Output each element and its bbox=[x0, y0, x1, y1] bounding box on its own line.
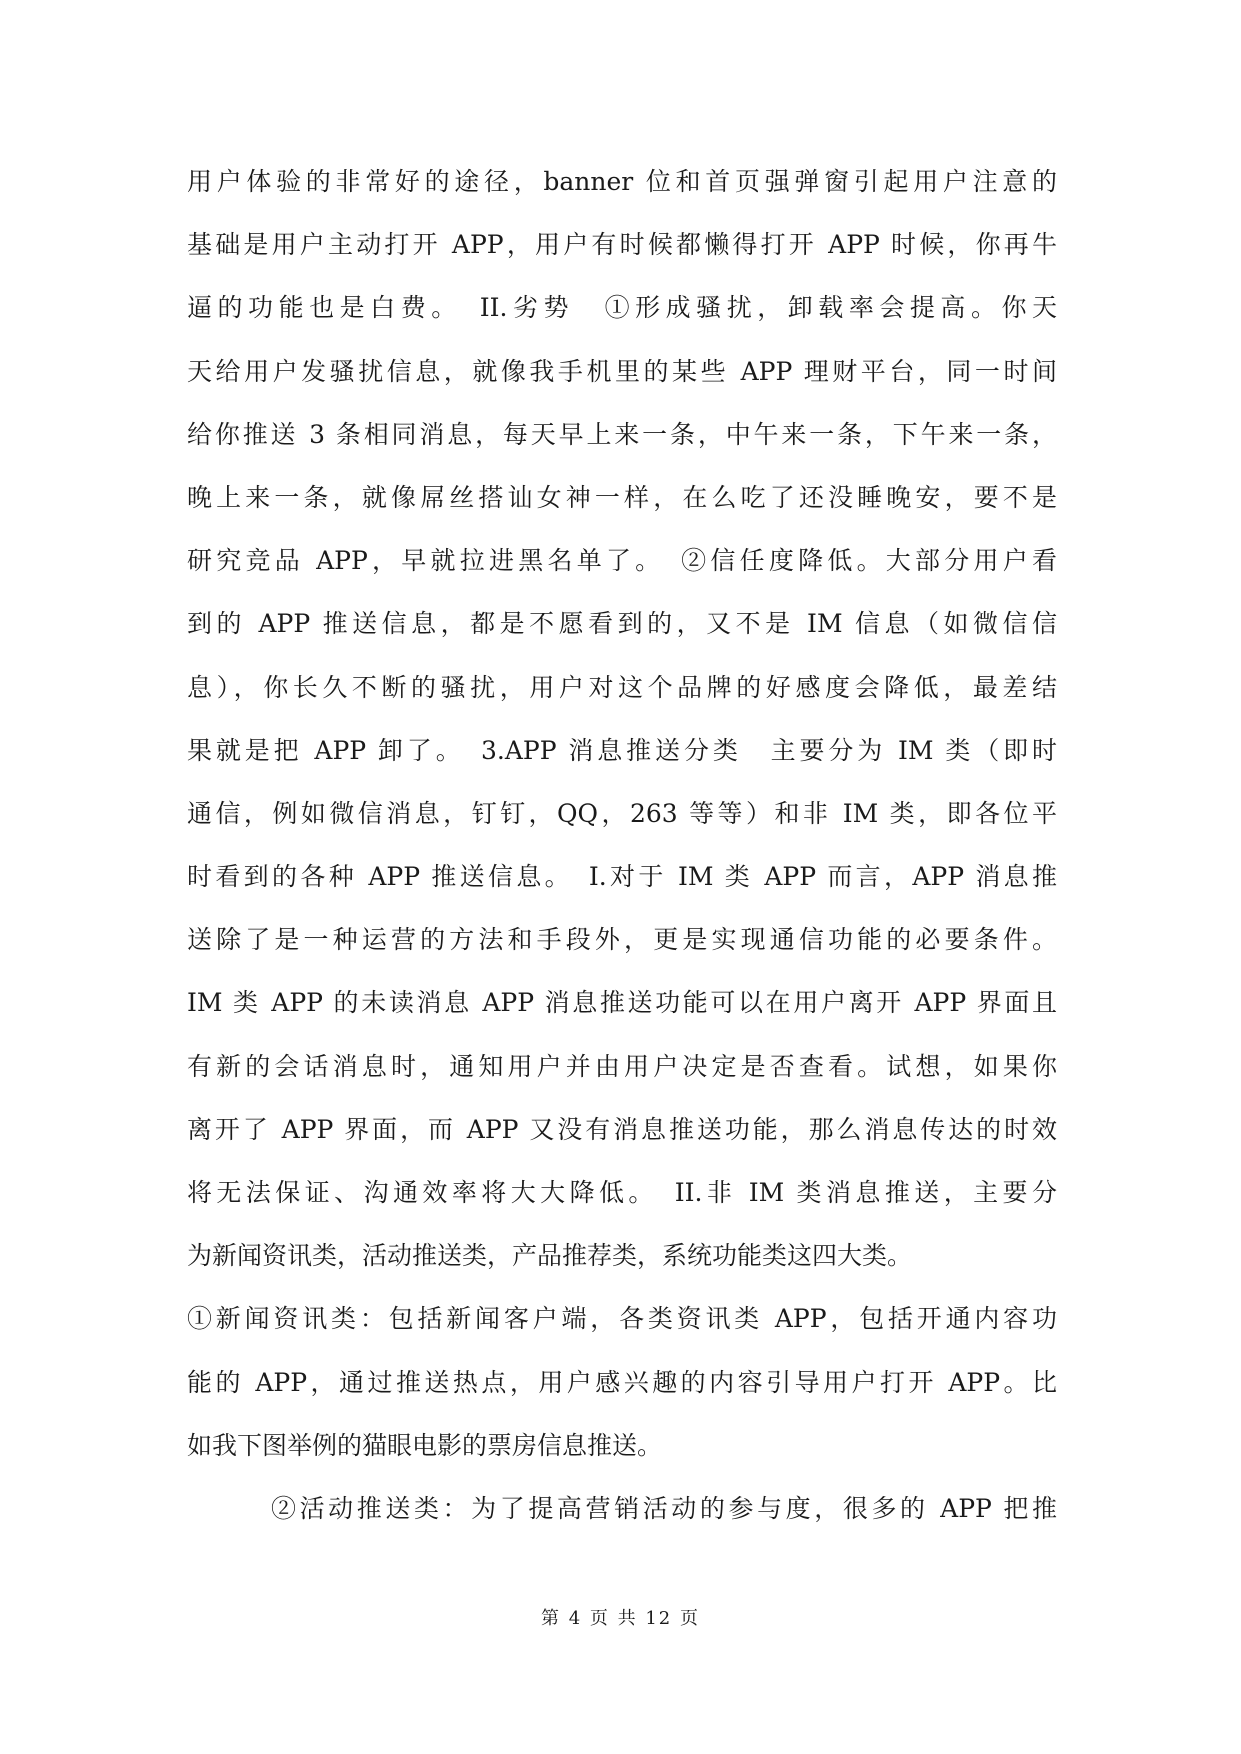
text-line: 晚上来一条，就像屌丝搭讪女神一样，在么吃了还没睡晚安，要不是 bbox=[187, 482, 1057, 512]
text-line: 将无法保证、沟通效率将大大降低。 II.非 IM 类消息推送，主要分 bbox=[187, 1178, 1057, 1207]
text-line: ①新闻资讯类：包括新闻客户端，各类资讯类 APP，包括开通内容功 bbox=[187, 1304, 1057, 1334]
text-line: 逼的功能也是白费。 II.劣势 ①形成骚扰，卸载率会提高。你天 bbox=[187, 293, 1057, 323]
text-line: 如我下图举例的猫眼电影的票房信息推送。 bbox=[187, 1430, 663, 1460]
text-line: 息），你长久不断的骚扰，用户对这个品牌的好感度会降低，最差结 bbox=[187, 672, 1057, 702]
body-text bbox=[187, 159, 1057, 1549]
text-line: 送除了是一种运营的方法和手段外，更是实现通信功能的必要条件。 bbox=[187, 925, 1057, 955]
text-line: 时看到的各种 APP 推送信息。 I.对于 IM 类 APP 而言，APP 消息推 bbox=[187, 862, 1057, 892]
text-line: 通信，例如微信消息，钉钉，QQ，263 等等）和非 IM 类，即各位平 bbox=[187, 798, 1057, 828]
text-line: IM 类 APP 的未读消息 APP 消息推送功能可以在用户离开 APP 界面且 bbox=[187, 988, 1057, 1018]
text-line: 为新闻资讯类，活动推送类，产品推荐类，系统功能类这四大类。 bbox=[187, 1241, 913, 1271]
text-line: 果就是把 APP 卸了。 3.APP 消息推送分类 主要分为 IM 类（即时 bbox=[187, 735, 1057, 765]
page-number-footer: 第 4 页 共 12 页 bbox=[541, 1608, 700, 1629]
text-line: 离开了 APP 界面，而 APP 又没有消息推送功能，那么消息传达的时效 bbox=[187, 1114, 1057, 1144]
text-line: 用户体验的非常好的途径，banner 位和首页强弹窗引起用户注意的 bbox=[187, 167, 1057, 196]
text-line: 天给用户发骚扰信息，就像我手机里的某些 APP 理财平台，同一时间 bbox=[187, 356, 1057, 386]
text-line: 有新的会话消息时，通知用户并由用户决定是否查看。试想，如果你 bbox=[187, 1051, 1057, 1081]
text-line: 给你推送 3 条相同消息，每天早上来一条，中午来一条，下午来一条， bbox=[187, 419, 1057, 449]
text-line: 到的 APP 推送信息，都是不愿看到的，又不是 IM 信息（如微信信 bbox=[187, 609, 1057, 639]
text-line: ②活动推送类：为了提高营销活动的参与度，很多的 APP 把推 bbox=[271, 1493, 1057, 1523]
text-line: 基础是用户主动打开 APP，用户有时候都懒得打开 APP 时候，你再牛 bbox=[187, 230, 1057, 260]
text-line: 能的 APP，通过推送热点，用户感兴趣的内容引导用户打开 APP。比 bbox=[187, 1367, 1057, 1397]
text-line: 研究竞品 APP，早就拉进黑名单了。 ②信任度降低。大部分用户看 bbox=[187, 546, 1057, 576]
